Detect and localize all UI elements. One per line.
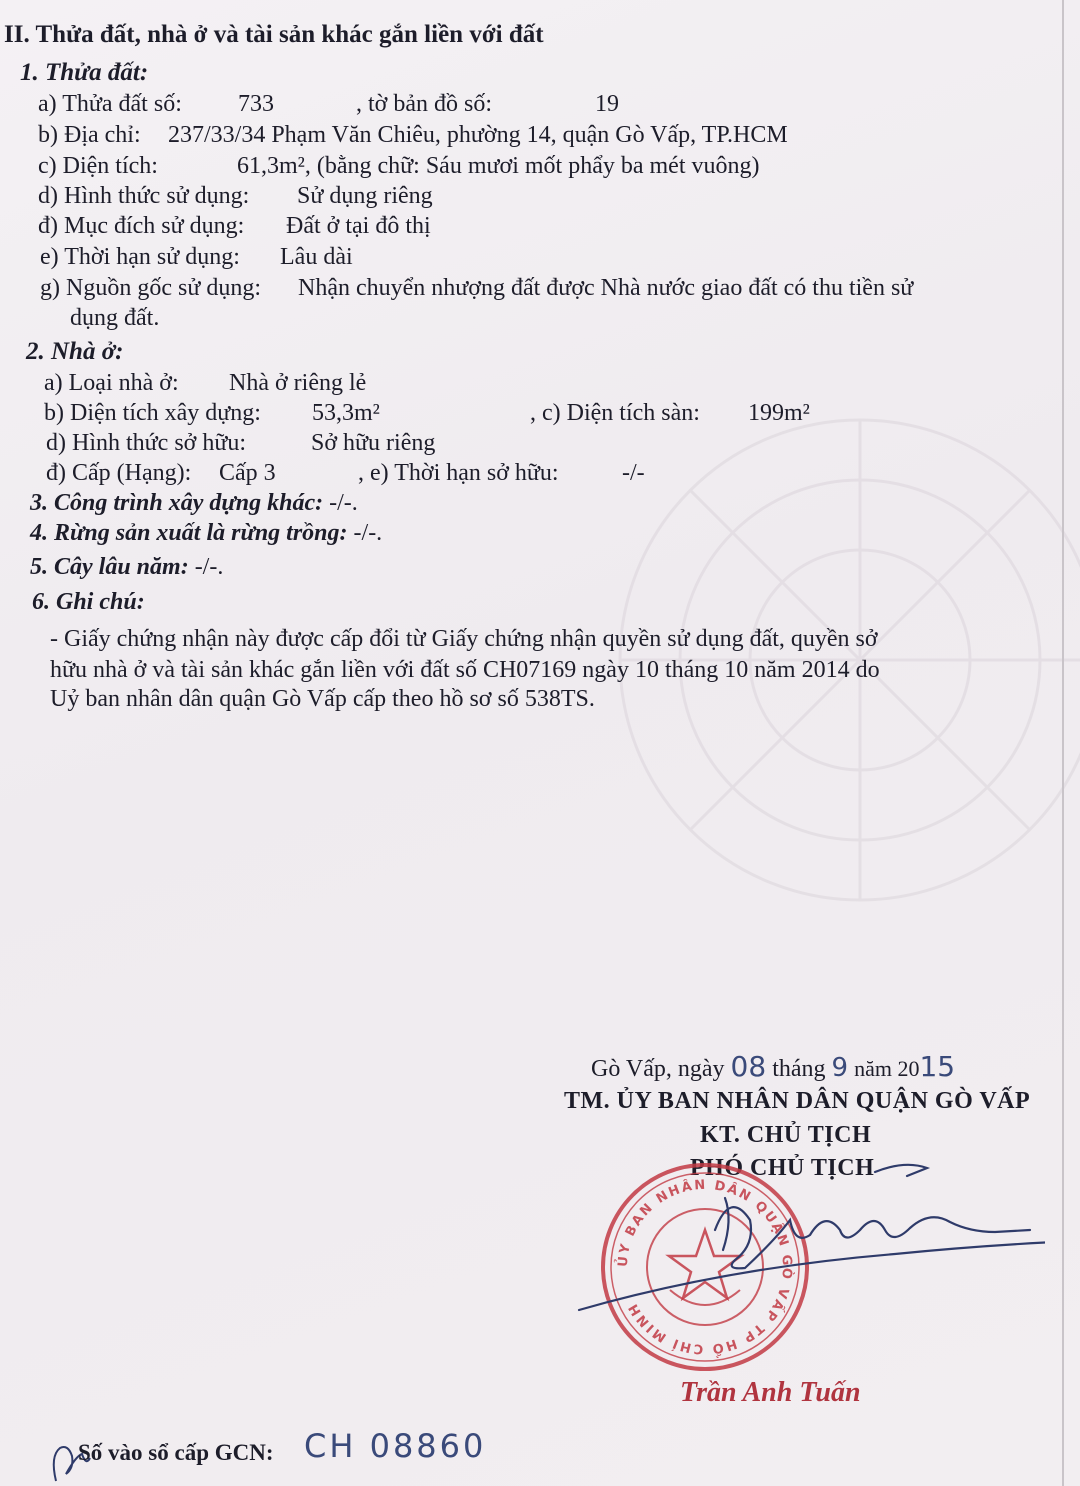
forest-value: -/-. bbox=[353, 520, 383, 546]
date-year-label: năm 20 bbox=[854, 1056, 920, 1081]
grade-label: đ) Cấp (Hạng): bbox=[46, 460, 192, 486]
other-works-row bbox=[30, 488, 358, 518]
register-number: CH 08860 bbox=[304, 1427, 487, 1465]
notes-line-3: Uỷ ban nhân dân quận Gò Vấp cấp theo hồ sơ số 538TS. bbox=[50, 686, 595, 712]
origin-label: g) Nguồn gốc sử dụng: bbox=[40, 275, 261, 301]
other-works-value: -/-. bbox=[329, 490, 358, 516]
area-label: c) Diện tích: bbox=[38, 153, 158, 179]
perennial-row bbox=[30, 552, 223, 582]
address-value: 237/33/34 Phạm Văn Chiêu, phường 14, quận Gò Vấp, TP.HCM bbox=[168, 122, 788, 148]
issue-date-line bbox=[591, 1052, 955, 1084]
signing-org: TM. ỦY BAN NHÂN DÂN QUẬN GÒ VẤP bbox=[564, 1088, 1031, 1114]
grade-value: Cấp 3 bbox=[219, 460, 276, 486]
term-value: Lâu dài bbox=[280, 244, 353, 270]
house-heading: 2. Nhà ở: bbox=[26, 338, 124, 365]
build-area-label: b) Diện tích xây dựng: bbox=[44, 400, 261, 426]
house-type-label: a) Loại nhà ở: bbox=[44, 370, 179, 396]
ownership-label: d) Hình thức sở hữu: bbox=[46, 430, 247, 456]
forest-row bbox=[30, 518, 382, 548]
own-term-value: -/- bbox=[622, 460, 645, 486]
address-label: b) Địa chỉ: bbox=[38, 122, 141, 148]
notes-heading: 6. Ghi chú: bbox=[32, 589, 145, 615]
use-form-value: Sử dụng riêng bbox=[297, 183, 433, 209]
parcel-number: 733 bbox=[238, 91, 274, 117]
build-area-value: 53,3m² bbox=[312, 400, 380, 426]
date-day: 08 bbox=[730, 1050, 767, 1083]
signing-role-1: KT. CHỦ TỊCH bbox=[700, 1122, 872, 1148]
date-year-suffix: 15 bbox=[919, 1050, 956, 1083]
purpose-label: đ) Mục đích sử dụng: bbox=[38, 213, 245, 239]
perennial-label: 5. Cây lâu năm: bbox=[30, 554, 189, 580]
term-label: e) Thời hạn sử dụng: bbox=[40, 244, 240, 270]
date-place: Gò Vấp, ngày bbox=[591, 1056, 725, 1082]
origin-value-line2: dụng đất. bbox=[70, 305, 160, 331]
use-form-label: d) Hình thức sử dụng: bbox=[38, 183, 250, 209]
handwritten-signature bbox=[575, 1150, 1045, 1320]
page-edge bbox=[1062, 0, 1064, 1486]
parcel-label: a) Thửa đất số: bbox=[38, 91, 182, 117]
other-works-label: 3. Công trình xây dựng khác: bbox=[30, 490, 324, 516]
register-label: Số vào sổ cấp GCN: bbox=[78, 1440, 274, 1465]
house-type-value: Nhà ở riêng lẻ bbox=[229, 370, 367, 396]
own-term-label: , e) Thời hạn sở hữu: bbox=[358, 460, 559, 486]
purpose-value: Đất ở tại đô thị bbox=[286, 213, 431, 239]
notes-line-1: - Giấy chứng nhận này được cấp đổi từ Giấy chứng nhận quyền sử dụng đất, quyền sở bbox=[50, 626, 878, 652]
area-value: 61,3m², (bằng chữ: Sáu mươi mốt phẩy ba mét vuông) bbox=[237, 153, 760, 179]
seal-text: ỦY BAN NHÂN DÂN QUẬN GÒ VẤP TP HỒ CHÍ MINH bbox=[615, 1177, 795, 1357]
map-number: 19 bbox=[595, 91, 619, 117]
floor-area-label: , c) Diện tích sàn: bbox=[530, 400, 700, 426]
origin-value-line1: Nhận chuyển nhượng đất được Nhà nước giao đất có thu tiền sử bbox=[298, 275, 914, 301]
map-label: , tờ bản đồ số: bbox=[356, 91, 493, 117]
notes-line-2: hữu nhà ở và tài sản khác gắn liền với đất số CH07169 ngày 10 tháng 10 năm 2014 do bbox=[50, 657, 880, 683]
perennial-value: -/-. bbox=[194, 554, 224, 580]
floor-area-value: 199m² bbox=[748, 400, 810, 426]
land-heading: 1. Thửa đất: bbox=[20, 59, 149, 86]
signing-role-2: PHÓ CHỦ TỊCH bbox=[690, 1155, 875, 1181]
ownership-value: Sở hữu riêng bbox=[311, 430, 436, 456]
date-month: 9 bbox=[831, 1053, 849, 1083]
date-month-label: tháng bbox=[772, 1056, 826, 1082]
signer-name: Trần Anh Tuấn bbox=[680, 1377, 861, 1408]
section-title: II. Thửa đất, nhà ở và tài sản khác gắn liền với đất bbox=[4, 21, 544, 48]
forest-label: 4. Rừng sản xuất là rừng trồng: bbox=[30, 520, 348, 546]
